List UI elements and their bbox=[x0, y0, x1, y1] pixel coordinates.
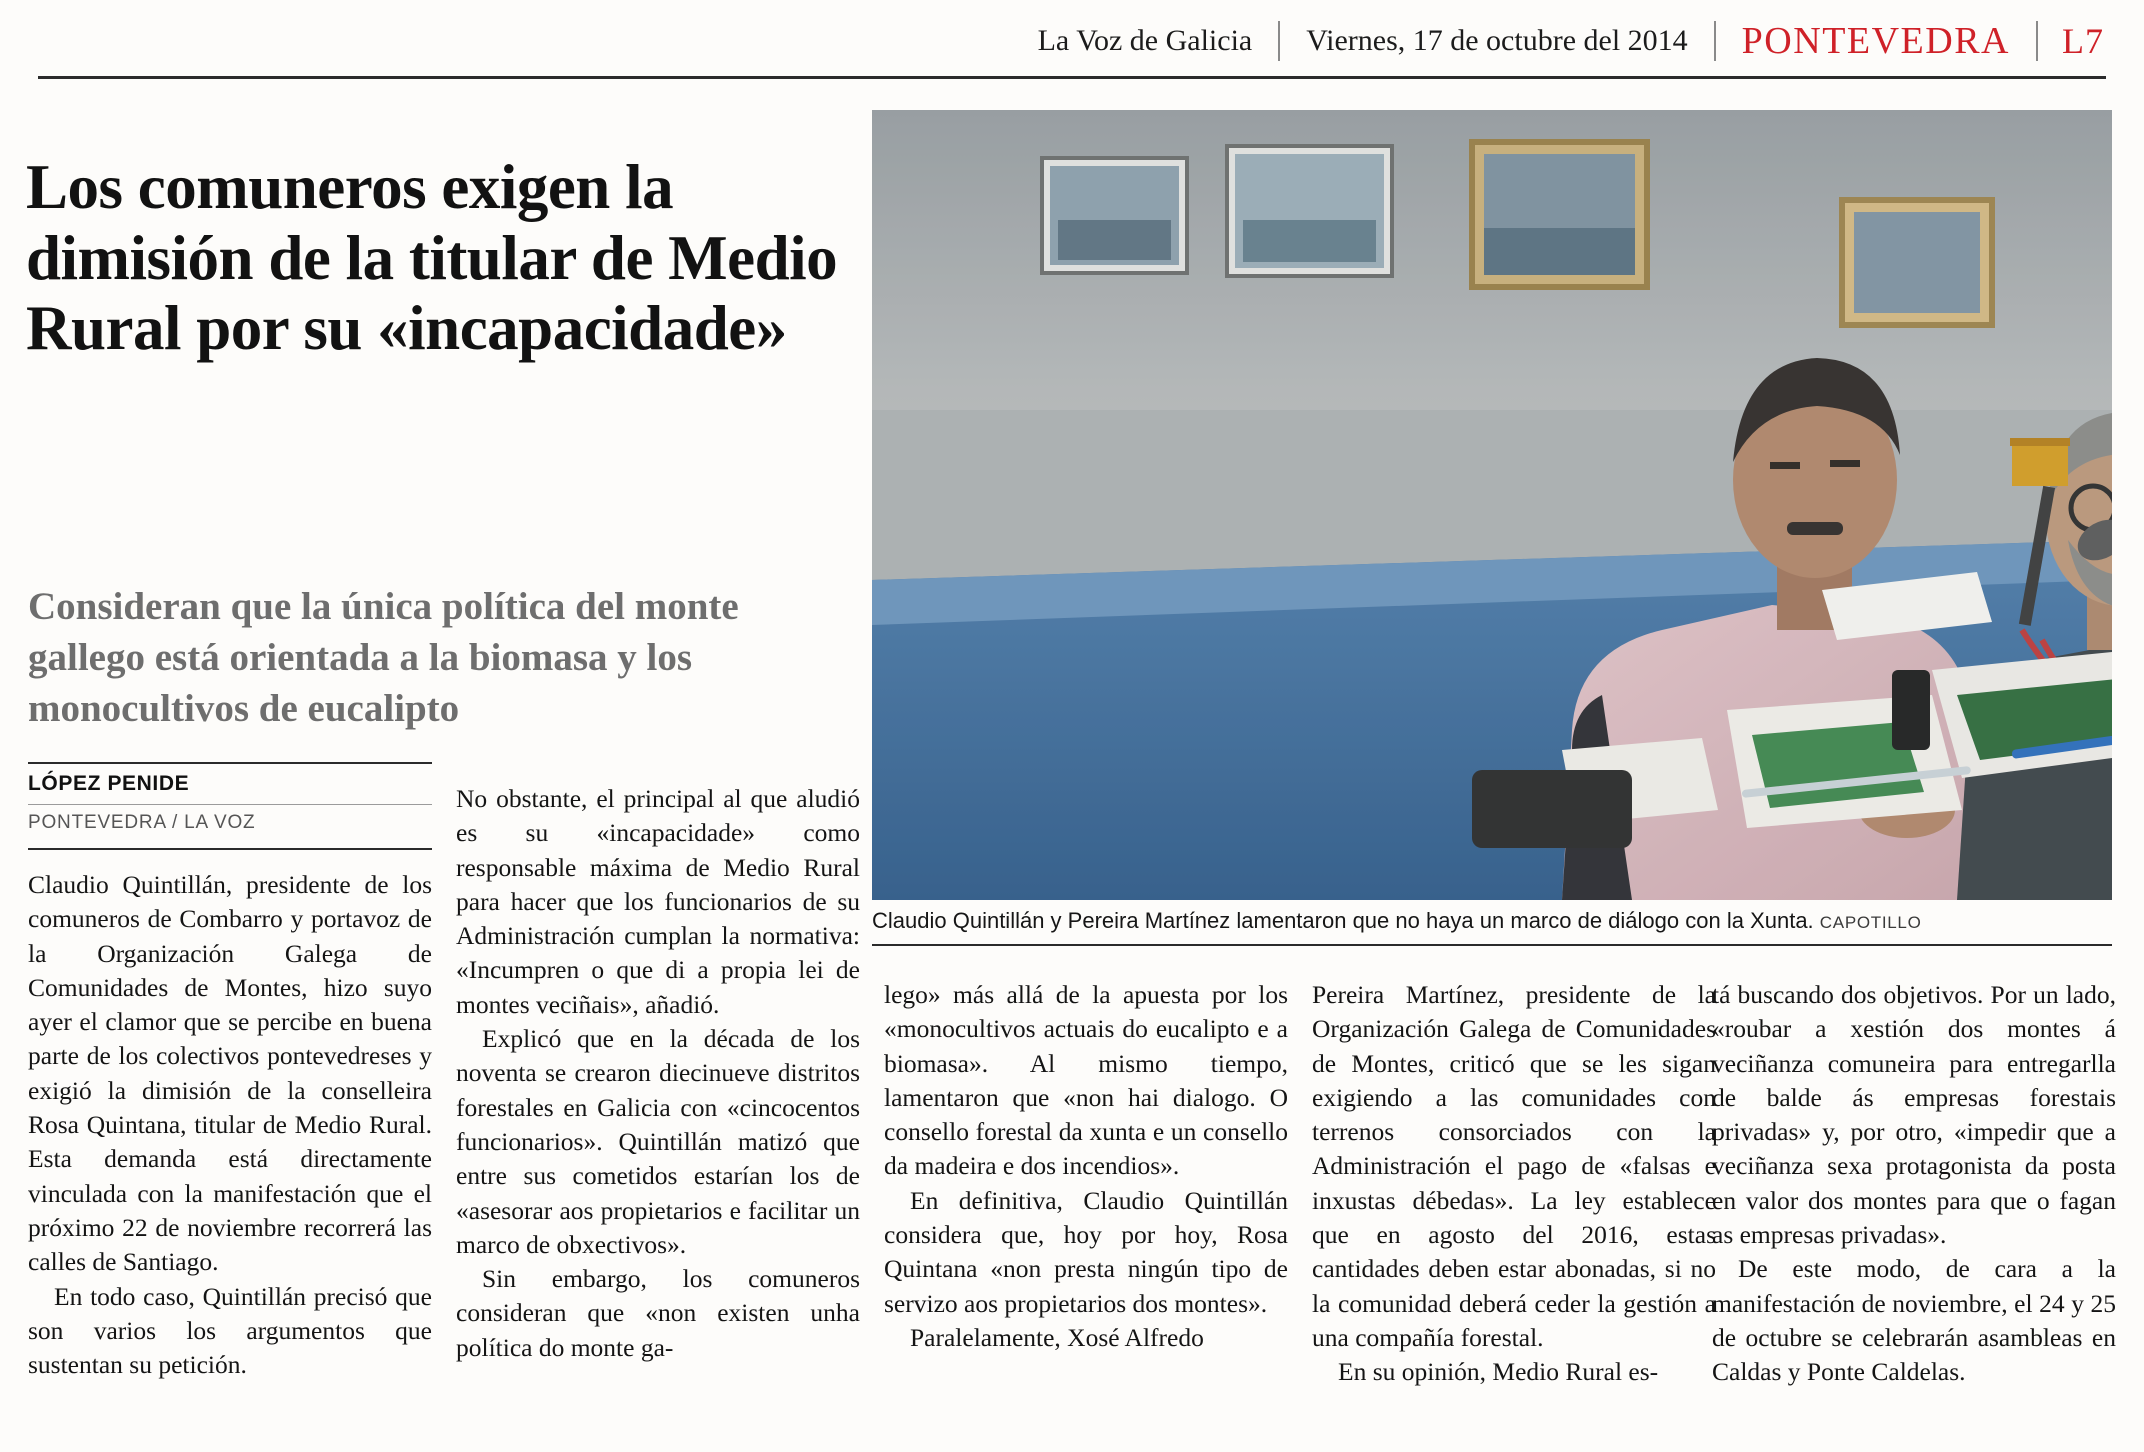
paragraph: En su opinión, Medio Rural es- bbox=[1338, 1357, 1659, 1387]
body-column-1 bbox=[28, 868, 432, 1382]
paragraph: En todo caso, Quintillán precisó que son varios los argumentos que sustentan su petición. bbox=[28, 1281, 432, 1380]
byline-rule-bottom bbox=[28, 848, 432, 850]
byline-author: LÓPEZ PENIDE bbox=[28, 772, 190, 795]
photo-caption bbox=[872, 908, 2112, 934]
body-column-3 bbox=[884, 978, 1288, 1355]
paragraph: Explicó que en la década de los noventa se crearon diecinueve distritos forestales en Galicia con «cincocentos funcionarios». Quintillán matizó que entre sus cometidos estarían los de «asesorar aos propietarios e facilitar un marco de obxectivos». bbox=[456, 1024, 860, 1259]
byline-place: PONTEVEDRA / LA VOZ bbox=[28, 812, 256, 833]
paragraph: lego» más allá de la apuesta por los «monocultivos actuais do eucalipto e a biomasa». Al mismo tiempo, lamentaron que «non hai dialogo. O consello forestal da xunta e un consello da madeira e dos incendios». bbox=[884, 980, 1288, 1181]
masthead-rule bbox=[38, 76, 2106, 79]
masthead-brand: La Voz de Galicia bbox=[1037, 24, 1253, 57]
paragraph: Pereira Martínez, presidente de la Organización Galega de Comunidades de Montes, criticó que se les sigan exigiendo a las comunidades con terrenos consorciados con la Administración el pago de «falsas e inxustas débedas». La ley establece que en agosto del 2016, estas cantidades deben estar abonadas, si no la comunidad deberá ceder la gestión a una compañía forestal. bbox=[1312, 980, 1716, 1352]
show-through-text bbox=[30, 100, 43, 159]
body-column-5 bbox=[1712, 978, 2116, 1390]
masthead bbox=[40, 10, 2104, 72]
paragraph: Paralelamente, Xosé Alfredo bbox=[910, 1322, 1204, 1352]
article-subhead: Consideran que la única política del monte gallego está orientada a la biomasa y los monocultivos de eucalipto bbox=[28, 585, 739, 730]
photo-credit: CAPOTILLO bbox=[1819, 913, 1922, 932]
photo-caption-text: Claudio Quintillán y Pereira Martínez lamentaron que no haya un marco de diálogo con la Xunta. bbox=[872, 908, 1814, 933]
paragraph: No obstante, el principal al que aludió es su «incapacidade» como responsable máxima de Medio Rural para hacer que los funcionarios de su Administración cumplan la normativa: «Incumpren o que di a propia lei de montes veciñais», añadió. bbox=[456, 784, 860, 1019]
article-headline: Los comuneros exigen la dimisión de la titular de Medio Rural por su «incapacidade» bbox=[26, 152, 838, 364]
body-column-4 bbox=[1312, 978, 1716, 1390]
masthead-date: Viernes, 17 de octubre del 2014 bbox=[1306, 24, 1688, 57]
body-column-2 bbox=[456, 782, 860, 1365]
paragraph: tá buscando dos objetivos. Por un lado, «roubar a xestión dos montes á veciñanza comuneira para entregarlla de balde ás empresas forestais privadas» y, por otro, «impedir que a veciñanza sexa protagonista da posta en valor dos montes para que o fagan as empresas privadas». bbox=[1712, 980, 2116, 1250]
masthead-section: PONTEVEDRA bbox=[1741, 20, 2010, 62]
paragraph: De este modo, de cara a la manifestación de noviembre, el 24 y 25 de octubre se celebrarán asambleas en Caldas y Ponte Caldelas. bbox=[1712, 1254, 2116, 1387]
photo-illustration bbox=[872, 110, 2112, 900]
paragraph: Sin embargo, los comuneros consideran que «non existen unha política do monte ga- bbox=[456, 1264, 860, 1362]
article-photo bbox=[872, 110, 2112, 900]
caption-rule bbox=[872, 944, 2112, 946]
byline-rule-mid bbox=[28, 804, 432, 805]
byline-rule-top bbox=[28, 762, 432, 764]
paragraph: Claudio Quintillán, presidente de los comuneros de Combarro y portavoz de la Organización Galega de Comunidades de Montes, hizo suyo ayer el clamor que se percibe en buena parte de los colectivos pontevedreses y exigió la dimisión de la conselleira Rosa Quintana, titular de Medio Rural. Esta demanda está directamente vinculada con la manifestación que el próximo 22 de noviembre recorrerá las calles de Santiago. bbox=[28, 870, 432, 1277]
masthead-page-number: L7 bbox=[2062, 21, 2104, 61]
paragraph: En definitiva, Claudio Quintillán considera que, hoy por hoy, Rosa Quintana «non presta ningún tipo de servizo aos propietarios dos montes». bbox=[884, 1185, 1288, 1318]
